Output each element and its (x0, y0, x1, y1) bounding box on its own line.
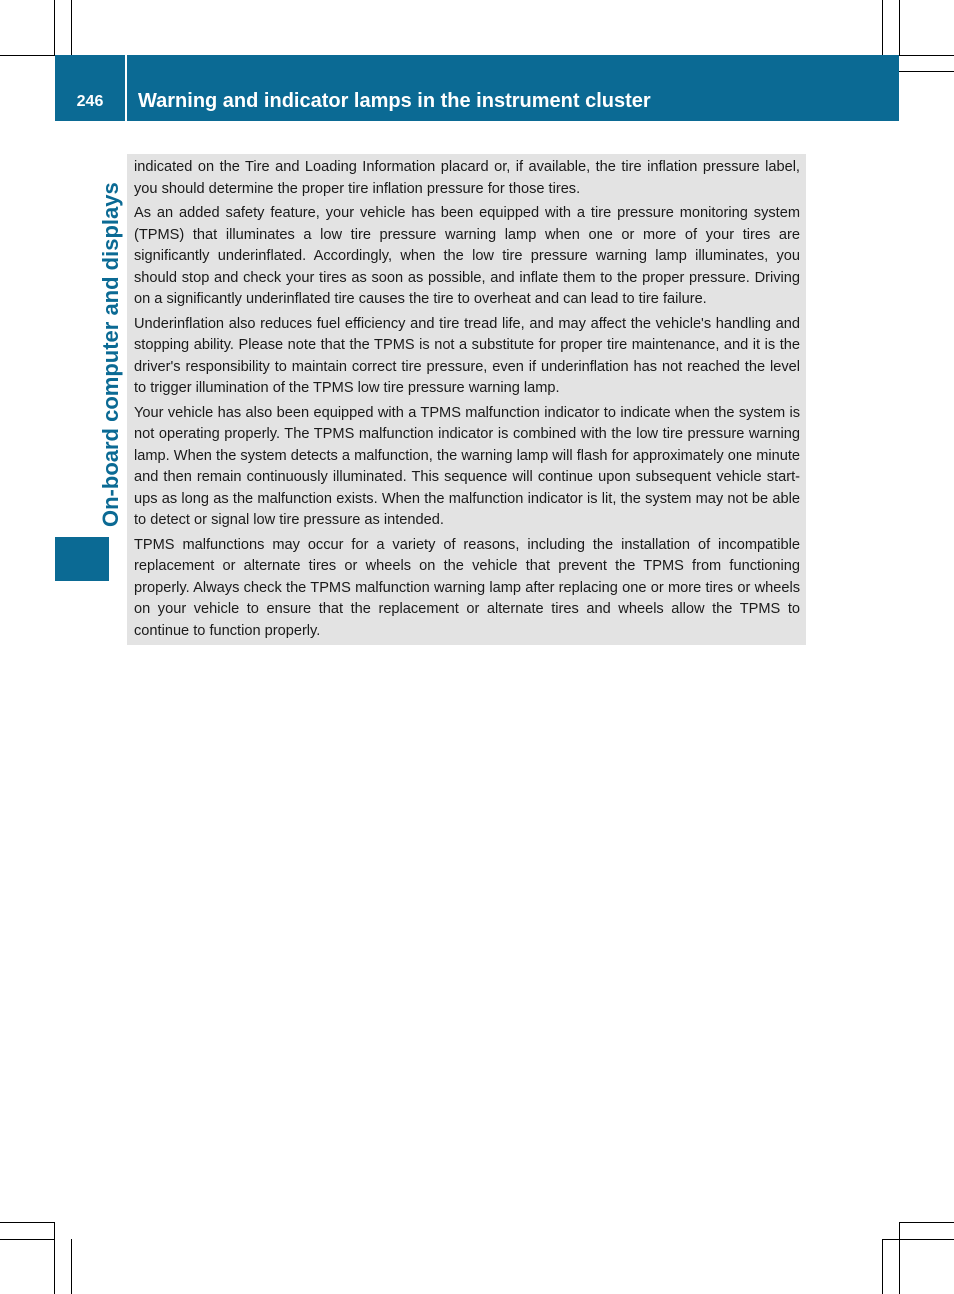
crop-mark-top-right-h1 (899, 55, 954, 56)
header-divider (125, 55, 127, 121)
tpms-info-box (127, 154, 806, 645)
page-title: Warning and indicator lamps in the instrument cluster (138, 90, 651, 112)
crop-mark-bottom-left-h2 (0, 1239, 55, 1240)
crop-mark-top-left-h (0, 55, 55, 56)
crop-mark-top-left-v2 (71, 0, 72, 55)
crop-mark-top-right-h2 (899, 71, 954, 72)
crop-mark-top-left-v1 (54, 0, 55, 55)
crop-mark-bottom-right-v2 (899, 1222, 900, 1294)
paragraph-3: Underinflation also reduces fuel efficiency and tire tread life, and may affect the vehicle's handling and stopping ability. Please note that the TPMS is not a substitute for proper tire maintenance, and it is the driver's responsibility to maintain correct tire pressure, even if underinflation has not reached the level to trigger illumination of the TPMS low tire pressure warning lamp. (134, 315, 800, 396)
crop-mark-bottom-right-v1 (882, 1239, 883, 1294)
crop-mark-bottom-right-h2 (882, 1239, 954, 1240)
chapter-label: On-board computer and displays (98, 182, 123, 527)
crop-mark-bottom-right-h1 (899, 1222, 954, 1223)
crop-mark-top-right-v2 (899, 0, 900, 55)
crop-mark-bottom-left-h1 (0, 1222, 55, 1223)
crop-mark-bottom-left-v1 (54, 1222, 55, 1294)
paragraph-1: indicated on the Tire and Loading Information placard or, if available, the tire inflation pressure label, you should determine the proper tire inflation pressure for those tires. (134, 159, 800, 197)
paragraph-4: Your vehicle has also been equipped with a TPMS malfunction indicator to indicate when the system is not operating properly. The TPMS malfunction indicator is combined with the low tire pressure warning lamp. When the system detects a malfunction, the warning lamp will flash for approximately one minute and then remain continuously illuminated. This sequence will continue upon subsequent vehicle start-ups as long as the malfunction exists. When the malfunction indicator is lit, the system may not be able to detect or signal low tire pressure as intended. (134, 404, 800, 528)
paragraph-2: As an added safety feature, your vehicle has been equipped with a tire pressure monitoring system (TPMS) that illuminates a low tire pressure warning lamp when one or more of your tires are significantly underinflated. Accordingly, when the low tire pressure warning lamp illuminates, you should stop and check your tires as soon as possible, and inflate them to the proper pressure. Driving on a significantly underinflated tire causes the tire to overheat and can lead to tire failure. (134, 205, 800, 307)
paragraph-5: TPMS malfunctions may occur for a variety of reasons, including the installation of incompatible replacement or alternate tires or wheels on the vehicle that prevent the TPMS from functioning properly. Always check the TPMS malfunction warning lamp after replacing one or more tires or wheels on your vehicle to ensure that the replacement or alternate tires and wheels allow the TPMS to continue to function properly. (134, 536, 800, 639)
chapter-tab-marker (55, 537, 109, 581)
crop-mark-top-right-v1 (882, 0, 883, 55)
crop-mark-bottom-left-v2 (71, 1239, 72, 1294)
page-number: 246 (76, 93, 104, 110)
